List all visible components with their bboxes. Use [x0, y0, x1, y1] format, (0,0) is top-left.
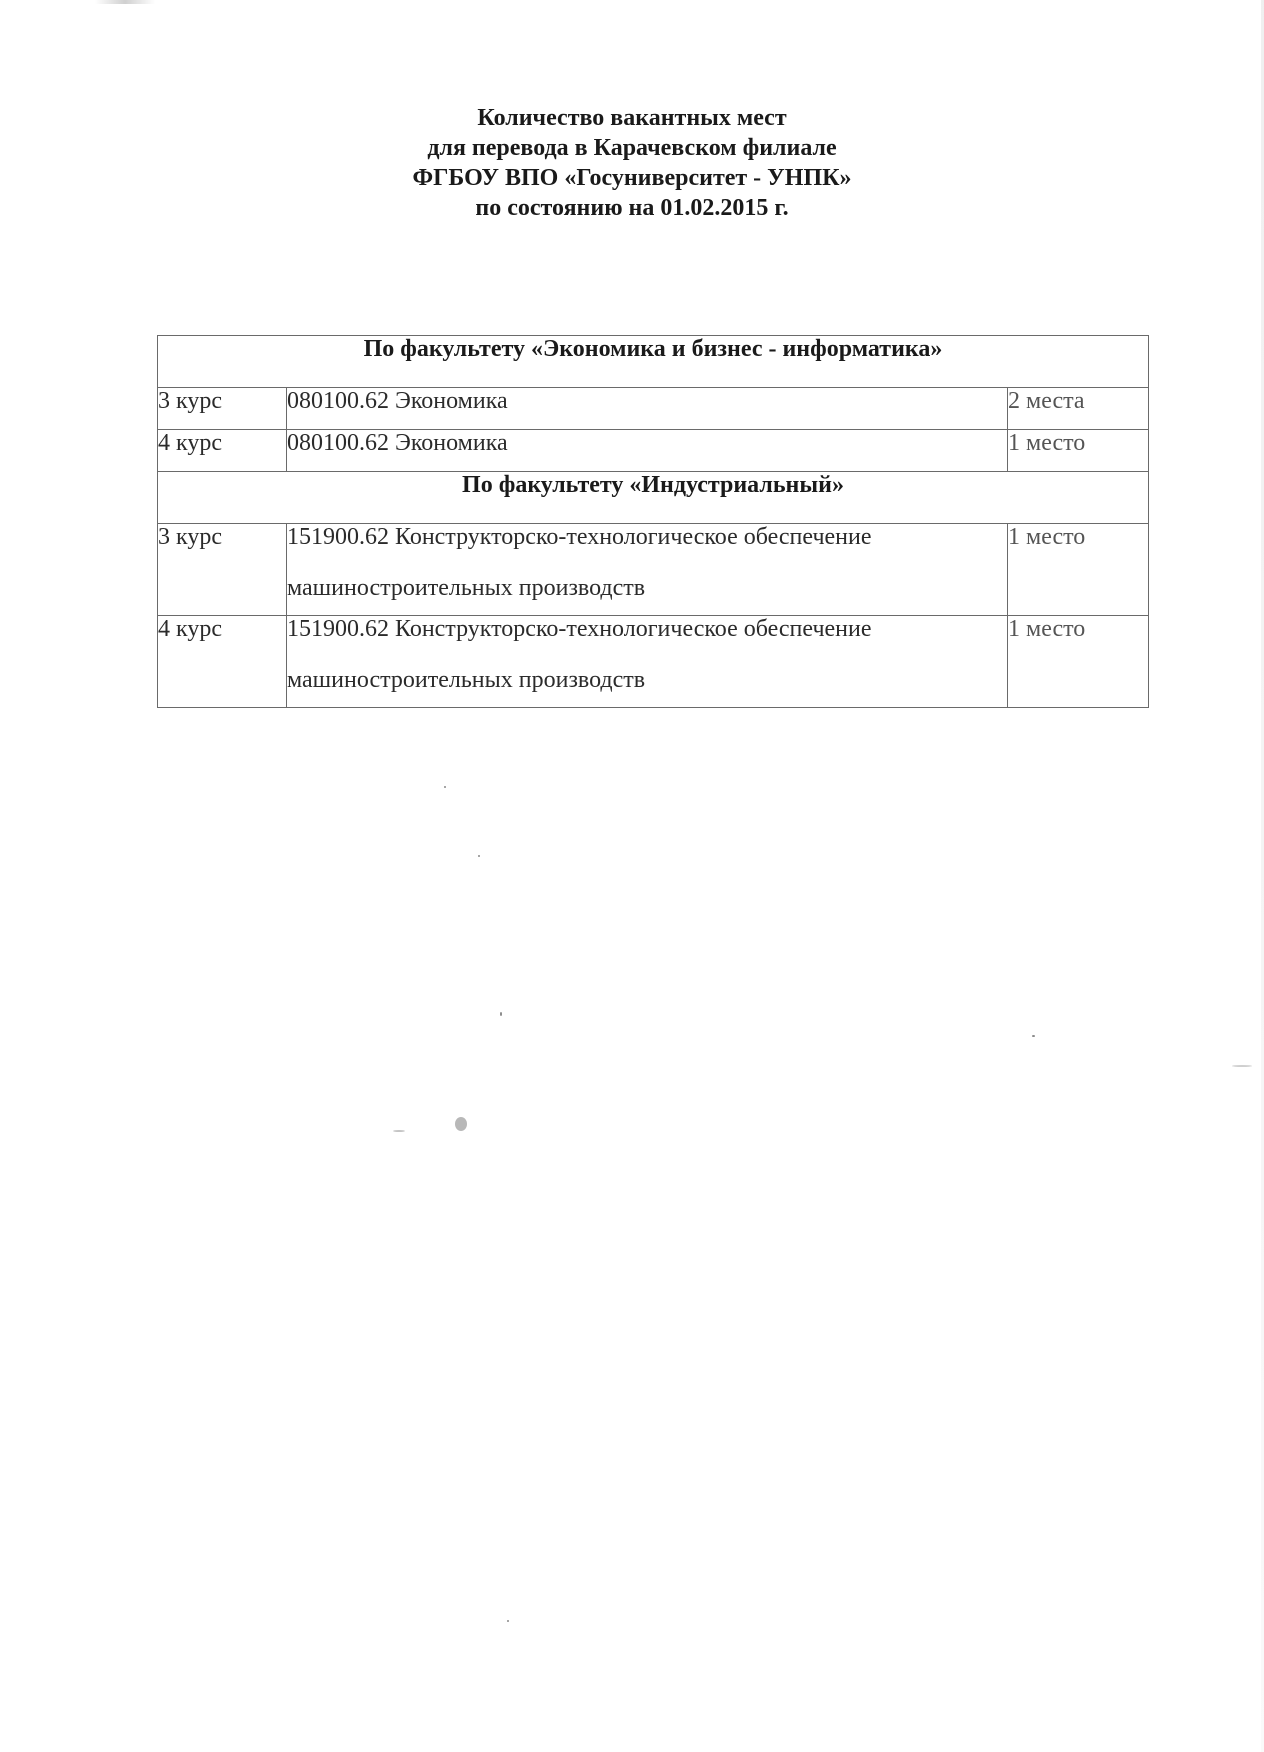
scan-speck	[1032, 1035, 1035, 1037]
scan-artifact	[95, 0, 155, 4]
scan-speck	[444, 786, 446, 788]
specialty-cell	[287, 524, 1008, 616]
specialty-text: 151900.62 Конструкторско-технологическое обеспечение машиностроительных производств	[287, 524, 872, 601]
faculty-heading: По факультету «Экономика и бизнес - информатика»	[158, 336, 1149, 388]
course-cell: 4 курс	[158, 430, 287, 472]
scan-speck	[478, 855, 480, 857]
specialty-cell: 080100.62 Экономика	[287, 430, 1008, 472]
table-row	[158, 430, 1149, 472]
title-line-3: ФГБОУ ВПО «Госуниверситет - УНПК»	[412, 165, 852, 191]
specialty-text: 151900.62 Конструкторско-технологическое обеспечение машиностроительных производств	[287, 616, 872, 693]
title-line-2: для перевода в Карачевском филиале	[427, 135, 837, 161]
places-cell: 1 место	[1008, 524, 1149, 616]
course-cell: 3 курс	[158, 524, 287, 616]
faculty-heading: По факультету «Индустриальный»	[158, 472, 1149, 524]
specialty-cell	[287, 616, 1008, 708]
scan-speck	[1232, 1065, 1252, 1067]
scan-speck	[393, 1130, 405, 1132]
places-cell: 1 место	[1008, 430, 1149, 472]
scan-speck	[507, 1620, 509, 1622]
places-cell: 1 место	[1008, 616, 1149, 708]
scan-speck	[455, 1117, 467, 1131]
specialty-cell: 080100.62 Экономика	[287, 388, 1008, 430]
document-title	[0, 103, 1264, 223]
scan-speck	[500, 1012, 502, 1016]
vacancies-table	[157, 335, 1149, 708]
course-cell: 3 курс	[158, 388, 287, 430]
table-row	[158, 616, 1149, 708]
section-heading-row	[158, 336, 1149, 388]
title-line-4: по состоянию на 01.02.2015 г.	[475, 195, 789, 221]
table-row	[158, 388, 1149, 430]
course-cell: 4 курс	[158, 616, 287, 708]
title-line-1: Количество вакантных мест	[477, 105, 787, 131]
places-cell: 2 места	[1008, 388, 1149, 430]
table-row	[158, 524, 1149, 616]
